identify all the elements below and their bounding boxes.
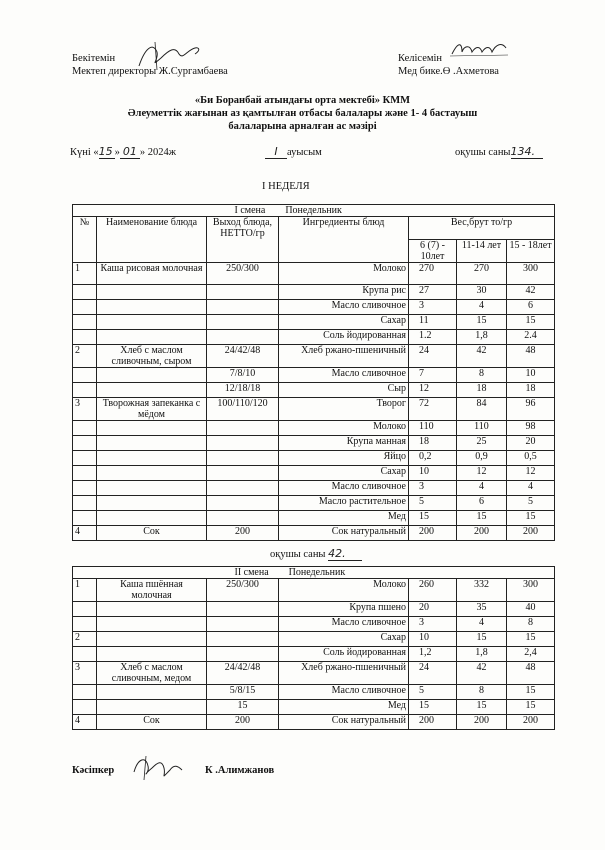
cell-weight-age2: 12	[457, 466, 507, 481]
cell-weight-age1: 260	[409, 579, 457, 602]
cell-ingredient: Соль йодированная	[279, 647, 409, 662]
cell-yield	[207, 330, 279, 345]
cell-num	[73, 368, 97, 383]
cell-weight-age1: 15	[409, 700, 457, 715]
cell-weight-age3: 12	[507, 466, 555, 481]
cell-ingredient: Масло сливочное	[279, 300, 409, 315]
date-prefix: Күні «	[70, 147, 99, 158]
cell-num: 1	[73, 579, 97, 602]
cell-num: 4	[73, 526, 97, 541]
cell-num	[73, 496, 97, 511]
cell-weight-age2: 200	[457, 526, 507, 541]
cell-weight-age3: 0,5	[507, 451, 555, 466]
menu-table-shift2	[72, 566, 555, 730]
cell-weight-age3: 200	[507, 526, 555, 541]
shift-line	[265, 145, 322, 159]
cell-ingredient: Масло растительное	[279, 496, 409, 511]
cell-weight-age3: 6	[507, 300, 555, 315]
cell-yield: 7/8/10	[207, 368, 279, 383]
cell-yield: 200	[207, 715, 279, 730]
cell-yield: 200	[207, 526, 279, 541]
cell-dish-name: Каша рисовая молочная	[97, 263, 207, 285]
table-row	[73, 496, 555, 511]
director-signature	[135, 38, 205, 72]
cell-num	[73, 647, 97, 662]
cell-weight-age3: 5	[507, 496, 555, 511]
cell-num: 4	[73, 715, 97, 730]
cell-weight-age3: 2,4	[507, 647, 555, 662]
cell-weight-age1: 110	[409, 421, 457, 436]
cell-dish-name	[97, 496, 207, 511]
table2-shift-row	[73, 567, 555, 579]
table-row	[73, 330, 555, 345]
students2-count: 42.	[328, 547, 362, 561]
cell-weight-age1: 1.2	[409, 330, 457, 345]
cell-num: 3	[73, 398, 97, 421]
table-row	[73, 315, 555, 330]
date-sep: »	[114, 147, 120, 158]
cell-yield	[207, 647, 279, 662]
cell-yield	[207, 602, 279, 617]
cell-yield	[207, 466, 279, 481]
shift-label-2: II смена	[234, 567, 269, 578]
table-row	[73, 511, 555, 526]
cell-yield: 12/18/18	[207, 383, 279, 398]
cell-weight-age2: 1,8	[457, 647, 507, 662]
table-row	[73, 617, 555, 632]
cell-yield: 15	[207, 700, 279, 715]
table-shift-row	[73, 205, 555, 217]
table-row	[73, 700, 555, 715]
cell-weight-age2: 6	[457, 496, 507, 511]
cell-ingredient: Сахар	[279, 632, 409, 647]
table-row	[73, 368, 555, 383]
cell-weight-age1: 15	[409, 511, 457, 526]
shift-day-cell-2	[207, 567, 555, 579]
cell-weight-age3: 15	[507, 632, 555, 647]
table-row	[73, 285, 555, 300]
cell-num	[73, 700, 97, 715]
cell-weight-age2: 18	[457, 383, 507, 398]
cell-weight-age1: 5	[409, 685, 457, 700]
cell-num	[73, 466, 97, 481]
cell-weight-age2: 42	[457, 662, 507, 685]
students-count: 134.	[511, 145, 543, 159]
cell-weight-age2: 15	[457, 315, 507, 330]
cell-ingredient: Крупа рис	[279, 285, 409, 300]
cell-weight-age1: 200	[409, 526, 457, 541]
day-label-2: Понедельник	[288, 567, 346, 578]
cell-weight-age1: 24	[409, 345, 457, 368]
col-header-weight: Вес,брут то/гр	[409, 217, 555, 240]
entrepreneur-label: Кәсіпкер	[72, 765, 115, 776]
cell-weight-age3: 15	[507, 700, 555, 715]
nurse-position: Мед бике.Ө .Ахметова	[398, 66, 499, 77]
cell-weight-age3: 8	[507, 617, 555, 632]
cell-weight-age2: 1,8	[457, 330, 507, 345]
cell-weight-age3: 2.4	[507, 330, 555, 345]
cell-weight-age2: 15	[457, 632, 507, 647]
date-line: Күні «15 » 01 » 2024ж	[70, 145, 177, 158]
cell-weight-age1: 72	[409, 398, 457, 421]
cell-weight-age3: 200	[507, 715, 555, 730]
cell-ingredient: Сахар	[279, 466, 409, 481]
cell-weight-age1: 5	[409, 496, 457, 511]
cell-ingredient: Молоко	[279, 421, 409, 436]
cell-weight-age2: 110	[457, 421, 507, 436]
cell-weight-age1: 200	[409, 715, 457, 730]
table-row	[73, 647, 555, 662]
cell-num: 1	[73, 263, 97, 285]
cell-dish-name	[97, 700, 207, 715]
shift-label: ауысым	[287, 147, 322, 158]
cell-weight-age2: 4	[457, 481, 507, 496]
students-line	[455, 145, 543, 159]
agree-label: Келісемін	[398, 53, 443, 64]
cell-weight-age3: 48	[507, 345, 555, 368]
cell-weight-age1: 27	[409, 285, 457, 300]
cell-weight-age3: 15	[507, 685, 555, 700]
table-row	[73, 685, 555, 700]
cell-ingredient: Масло сливочное	[279, 685, 409, 700]
cell-dish-name	[97, 685, 207, 700]
cell-num	[73, 436, 97, 451]
table-row	[73, 466, 555, 481]
cell-weight-age3: 18	[507, 383, 555, 398]
students2-line	[270, 547, 362, 561]
cell-dish-name: Творожная запеканка с мёдом	[97, 398, 207, 421]
cell-weight-age2: 8	[457, 368, 507, 383]
cell-weight-age1: 11	[409, 315, 457, 330]
cell-dish-name	[97, 466, 207, 481]
cell-dish-name	[97, 315, 207, 330]
students2-label: оқушы саны	[270, 549, 326, 560]
cell-dish-name	[97, 421, 207, 436]
cell-dish-name: Сок	[97, 526, 207, 541]
cell-weight-age3: 96	[507, 398, 555, 421]
cell-dish-name	[97, 602, 207, 617]
cell-ingredient: Крупа пшено	[279, 602, 409, 617]
cell-dish-name: Хлеб с маслом сливочным, медом	[97, 662, 207, 685]
cell-weight-age3: 98	[507, 421, 555, 436]
cell-num	[73, 315, 97, 330]
cell-yield	[207, 511, 279, 526]
cell-weight-age3: 15	[507, 315, 555, 330]
cell-num: 3	[73, 662, 97, 685]
shift-number: I	[265, 145, 287, 159]
cell-weight-age1: 3	[409, 481, 457, 496]
table-row	[73, 300, 555, 315]
cell-weight-age3: 20	[507, 436, 555, 451]
cell-num	[73, 383, 97, 398]
cell-dish-name	[97, 368, 207, 383]
cell-weight-age1: 3	[409, 617, 457, 632]
cell-ingredient: Творог	[279, 398, 409, 421]
cell-dish-name	[97, 285, 207, 300]
cell-weight-age2: 30	[457, 285, 507, 300]
cell-yield	[207, 632, 279, 647]
cell-num	[73, 285, 97, 300]
nurse-signature	[450, 38, 510, 60]
cell-yield	[207, 285, 279, 300]
col-header-age3: 15 - 18лет	[507, 240, 555, 263]
cell-weight-age3: 300	[507, 263, 555, 285]
cell-dish-name	[97, 647, 207, 662]
cell-dish-name	[97, 383, 207, 398]
cell-weight-age2: 42	[457, 345, 507, 368]
col-header-ingredients: Ингредиенты блюд	[279, 217, 409, 263]
date-day: 15	[98, 145, 113, 158]
cell-yield: 250/300	[207, 263, 279, 285]
school-title: «Би Боранбай атындағы орта мектебі» КММ	[194, 95, 411, 106]
cell-dish-name	[97, 330, 207, 345]
cell-ingredient: Хлеб ржано-пшеничный	[279, 345, 409, 368]
cell-weight-age1: 10	[409, 466, 457, 481]
table-row	[73, 383, 555, 398]
students-label: оқушы саны	[455, 147, 511, 158]
cell-num	[73, 330, 97, 345]
cell-ingredient: Сыр	[279, 383, 409, 398]
cell-weight-age2: 84	[457, 398, 507, 421]
table-row	[73, 345, 555, 368]
cell-yield	[207, 315, 279, 330]
cell-weight-age3: 300	[507, 579, 555, 602]
cell-weight-age1: 0,2	[409, 451, 457, 466]
cell-num	[73, 481, 97, 496]
cell-dish-name	[97, 617, 207, 632]
cell-dish-name	[97, 300, 207, 315]
cell-ingredient: Сок натуральный	[279, 526, 409, 541]
cell-weight-age2: 8	[457, 685, 507, 700]
cell-num	[73, 300, 97, 315]
shift-day-cell	[207, 205, 555, 217]
cell-dish-name	[97, 436, 207, 451]
cell-weight-age1: 7	[409, 368, 457, 383]
cell-weight-age3: 40	[507, 602, 555, 617]
cell-weight-age1: 18	[409, 436, 457, 451]
cell-num	[73, 617, 97, 632]
entrepreneur-signature	[130, 752, 185, 782]
table-row	[73, 263, 555, 285]
cell-ingredient: Молоко	[279, 579, 409, 602]
cell-yield: 100/110/120	[207, 398, 279, 421]
date-year: 2024ж	[147, 147, 177, 158]
cell-num	[73, 685, 97, 700]
cell-weight-age2: 0,9	[457, 451, 507, 466]
cell-yield: 24/42/48	[207, 662, 279, 685]
entrepreneur-name: К .Алимжанов	[205, 765, 275, 776]
week-label: I НЕДЕЛЯ	[262, 181, 310, 192]
cell-weight-age3: 48	[507, 662, 555, 685]
table-row	[73, 436, 555, 451]
cell-num	[73, 511, 97, 526]
cell-dish-name	[97, 511, 207, 526]
cell-weight-age1: 12	[409, 383, 457, 398]
cell-dish-name: Хлеб с маслом сливочным, сыром	[97, 345, 207, 368]
cell-ingredient: Яйцо	[279, 451, 409, 466]
cell-weight-age2: 25	[457, 436, 507, 451]
cell-weight-age2: 4	[457, 617, 507, 632]
cell-ingredient: Масло сливочное	[279, 368, 409, 383]
cell-weight-age1: 24	[409, 662, 457, 685]
cell-weight-age2: 270	[457, 263, 507, 285]
menu-title-line2: Әлеуметтік жағынан аз қамтылған отбасы балалары және 1- 4 бастауыш	[127, 108, 478, 119]
col-header-num: №	[73, 217, 97, 263]
table-row	[73, 526, 555, 541]
cell-yield	[207, 481, 279, 496]
cell-dish-name	[97, 451, 207, 466]
table-row	[73, 632, 555, 647]
table-row	[73, 662, 555, 685]
cell-yield	[207, 617, 279, 632]
cell-yield: 250/300	[207, 579, 279, 602]
cell-num	[73, 421, 97, 436]
menu-table-shift1	[72, 204, 555, 541]
cell-weight-age1: 3	[409, 300, 457, 315]
col-header-yield: Выход блюда, НЕТТО/гр	[207, 217, 279, 263]
cell-ingredient: Соль йодированная	[279, 330, 409, 345]
table-row	[73, 451, 555, 466]
cell-weight-age1: 1,2	[409, 647, 457, 662]
table-row	[73, 398, 555, 421]
table-header-row	[73, 217, 555, 240]
cell-yield	[207, 496, 279, 511]
cell-weight-age1: 10	[409, 632, 457, 647]
col-header-age2: 11-14 лет	[457, 240, 507, 263]
cell-yield	[207, 436, 279, 451]
cell-ingredient: Сахар	[279, 315, 409, 330]
table-row	[73, 715, 555, 730]
cell-weight-age3: 15	[507, 511, 555, 526]
cell-ingredient: Крупа манная	[279, 436, 409, 451]
shift-label-1: I смена	[234, 205, 266, 216]
approve-label: Бекітемін	[72, 53, 116, 64]
cell-ingredient: Хлеб ржано-пшеничный	[279, 662, 409, 685]
day-label-1: Понедельник	[285, 205, 342, 216]
cell-ingredient: Сок натуральный	[279, 715, 409, 730]
director-position: Мектеп директоры Ж.Сургамбаева	[72, 66, 228, 77]
cell-weight-age1: 20	[409, 602, 457, 617]
cell-yield	[207, 421, 279, 436]
cell-weight-age2: 4	[457, 300, 507, 315]
cell-ingredient: Мед	[279, 511, 409, 526]
col-header-name: Наименование блюда	[97, 217, 207, 263]
cell-ingredient: Масло сливочное	[279, 617, 409, 632]
date-month: 01	[120, 145, 140, 159]
cell-num	[73, 602, 97, 617]
cell-dish-name	[97, 632, 207, 647]
col-header-age1: 6 (7) - 10лет	[409, 240, 457, 263]
cell-weight-age2: 35	[457, 602, 507, 617]
cell-weight-age1: 270	[409, 263, 457, 285]
cell-ingredient: Мед	[279, 700, 409, 715]
menu-title-line3: балаларына арналған ас мәзірі	[228, 121, 377, 132]
cell-num: 2	[73, 345, 97, 368]
cell-yield: 24/42/48	[207, 345, 279, 368]
cell-dish-name: Сок	[97, 715, 207, 730]
cell-dish-name	[97, 481, 207, 496]
cell-weight-age2: 15	[457, 511, 507, 526]
cell-weight-age2: 15	[457, 700, 507, 715]
table-row	[73, 421, 555, 436]
cell-dish-name: Каша пшённая молочная	[97, 579, 207, 602]
table-row	[73, 481, 555, 496]
cell-yield	[207, 451, 279, 466]
cell-num	[73, 451, 97, 466]
cell-weight-age2: 200	[457, 715, 507, 730]
cell-num: 2	[73, 632, 97, 647]
cell-weight-age2: 332	[457, 579, 507, 602]
cell-ingredient: Молоко	[279, 263, 409, 285]
cell-ingredient: Масло сливочное	[279, 481, 409, 496]
cell-weight-age3: 10	[507, 368, 555, 383]
cell-weight-age3: 42	[507, 285, 555, 300]
cell-yield: 5/8/15	[207, 685, 279, 700]
cell-weight-age3: 4	[507, 481, 555, 496]
table-row	[73, 579, 555, 602]
cell-yield	[207, 300, 279, 315]
table-row	[73, 602, 555, 617]
